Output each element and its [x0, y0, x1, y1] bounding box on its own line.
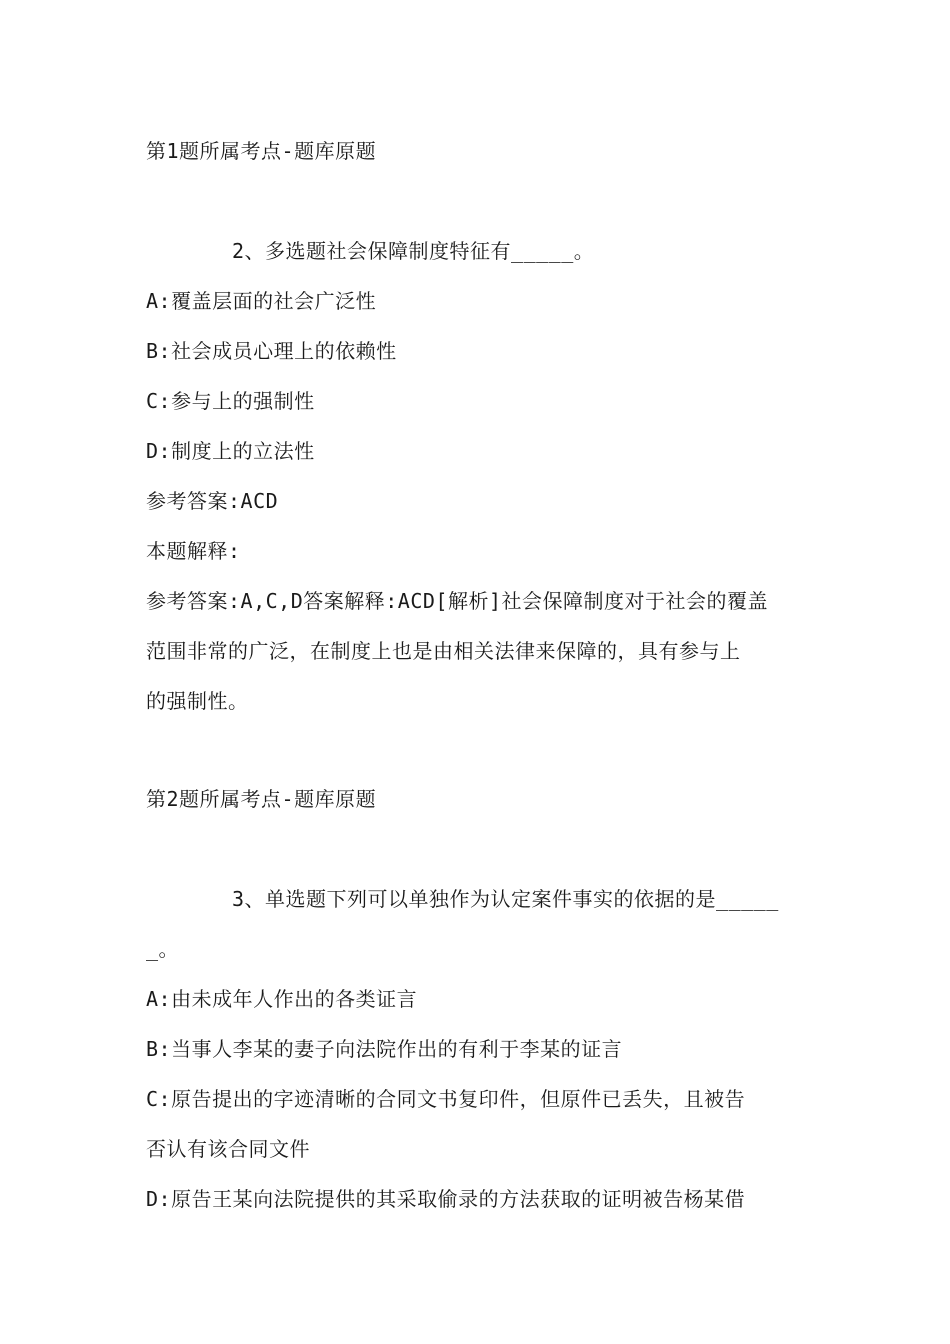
section-heading-q2: 第2题所属考点-题库原题 — [146, 787, 377, 811]
question-2-explanation-line-3: 的强制性。 — [146, 689, 249, 713]
question-3-option-b: B:当事人李某的妻子向法院作出的有利于李某的证言 — [146, 1037, 623, 1061]
question-3-option-c-line-2: 否认有该合同文件 — [146, 1137, 310, 1161]
question-3-option-c-line-1: C:原告提出的字迹清晰的合同文书复印件，但原件已丢失，且被告 — [146, 1087, 746, 1111]
question-3-stem-line-2: _。 — [146, 937, 180, 961]
question-3-stem-line-1: 3、单选题下列可以单独作为认定案件事实的依据的是_____ — [232, 887, 779, 911]
question-2-option-c: C:参与上的强制性 — [146, 389, 315, 413]
question-3-option-a: A:由未成年人作出的各类证言 — [146, 987, 418, 1011]
question-2-explanation-label: 本题解释: — [146, 539, 241, 563]
question-2-answer: 参考答案:ACD — [146, 489, 279, 513]
question-3-option-d: D:原告王某向法院提供的其采取偷录的方法获取的证明被告杨某借 — [146, 1187, 746, 1211]
section-heading-q1: 第1题所属考点-题库原题 — [146, 139, 377, 163]
question-2-explanation-line-1: 参考答案:A,C,D答案解释:ACD[解析]社会保障制度对于社会的覆盖 — [146, 589, 768, 613]
question-2-explanation-line-2: 范围非常的广泛，在制度上也是由相关法律来保障的，具有参与上 — [146, 639, 741, 663]
question-2-stem: 2、多选题社会保障制度特征有_____。 — [232, 239, 595, 263]
question-2-option-b: B:社会成员心理上的依赖性 — [146, 339, 397, 363]
question-2-option-d: D:制度上的立法性 — [146, 439, 315, 463]
question-2-option-a: A:覆盖层面的社会广泛性 — [146, 289, 377, 313]
